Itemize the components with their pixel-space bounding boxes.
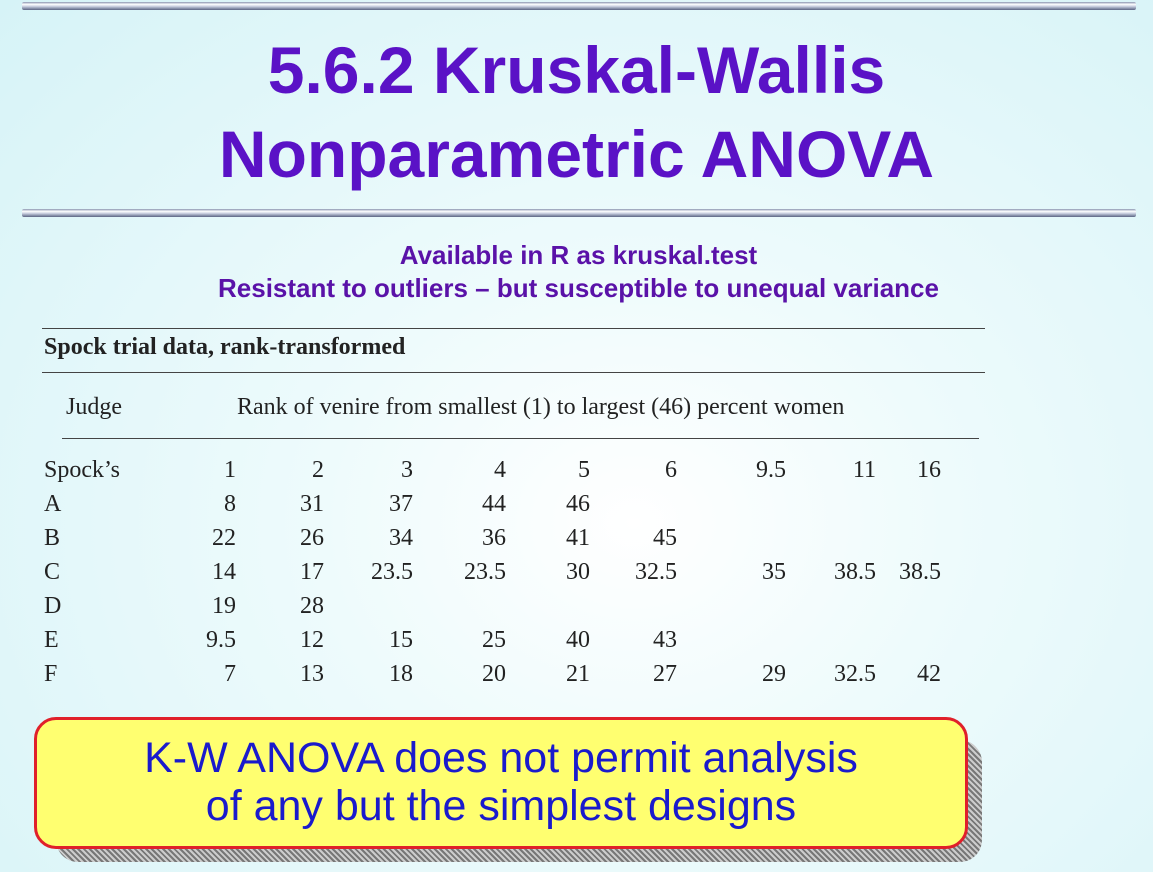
table-cell-rank: 13 — [300, 661, 324, 687]
table-cell-rank: 29 — [762, 661, 786, 687]
subtitle-line-2: Resistant to outliers – but susceptible to unequal variance — [218, 273, 939, 303]
table-cell-rank: 4 — [494, 457, 506, 483]
table-cell-rank: 2 — [312, 457, 324, 483]
table-cell-rank: 22 — [212, 525, 236, 551]
table-title-rule — [42, 372, 985, 373]
callout-box — [34, 717, 968, 849]
table-cell-rank: 14 — [212, 559, 236, 585]
table-cell-rank: 19 — [212, 593, 236, 619]
table-header-rule — [62, 438, 979, 439]
table-cell-rank: 23.5 — [371, 559, 413, 585]
table-cell-rank: 6 — [665, 457, 677, 483]
table-cell-rank: 16 — [917, 457, 941, 483]
table-cell-rank: 25 — [482, 627, 506, 653]
table-cell-judge: C — [44, 559, 61, 585]
table-cell-rank: 9.5 — [206, 627, 236, 653]
table-title: Spock trial data, rank-transformed — [44, 334, 406, 360]
table-cell-judge: A — [44, 491, 62, 517]
table-cell-rank: 37 — [389, 491, 413, 517]
table-cell-rank: 11 — [852, 457, 876, 483]
table-cell-judge: Spock’s — [44, 457, 121, 483]
callout-line-2: of any but the simplest designs — [205, 782, 797, 830]
table-cell-rank: 32.5 — [834, 661, 876, 687]
table-cell-rank: 36 — [482, 525, 506, 551]
table-cell-rank: 38.5 — [899, 559, 941, 585]
table-cell-rank: 28 — [300, 593, 324, 619]
table-cell-rank: 9.5 — [756, 457, 786, 483]
table-cell-rank: 18 — [389, 661, 413, 687]
page-title-line-2: Nonparametric ANOVA — [218, 117, 935, 191]
title-underline-rule — [22, 209, 1136, 217]
callout-line-1: K-W ANOVA does not permit analysis — [144, 734, 858, 782]
table-cell-rank: 15 — [389, 627, 413, 653]
table-cell-judge: D — [44, 593, 62, 619]
table-cell-rank: 5 — [578, 457, 590, 483]
table-cell-rank: 23.5 — [464, 559, 506, 585]
table-cell-judge: F — [44, 661, 58, 687]
table-cell-rank: 20 — [482, 661, 506, 687]
table-cell-rank: 46 — [566, 491, 590, 517]
table-top-rule — [42, 328, 985, 329]
table-cell-rank: 26 — [300, 525, 324, 551]
table-cell-rank: 8 — [224, 491, 236, 517]
table-cell-rank: 31 — [300, 491, 324, 517]
table-cell-rank: 17 — [300, 559, 324, 585]
table-cell-rank: 21 — [566, 661, 590, 687]
table-cell-rank: 42 — [917, 661, 941, 687]
table-cell-rank: 27 — [653, 661, 677, 687]
table-cell-rank: 38.5 — [834, 559, 876, 585]
table-cell-rank: 45 — [653, 525, 677, 551]
table-cell-rank: 12 — [300, 627, 324, 653]
table-cell-judge: B — [44, 525, 61, 551]
column-header-judge: Judge — [66, 394, 122, 420]
table-cell-rank: 40 — [566, 627, 590, 653]
table-cell-rank: 43 — [653, 627, 677, 653]
page-title-line-1: 5.6.2 Kruskal-Wallis — [267, 33, 886, 107]
top-rule — [22, 2, 1136, 10]
table-cell-rank: 32.5 — [635, 559, 677, 585]
table-cell-rank: 34 — [389, 525, 413, 551]
table-cell-rank: 7 — [224, 661, 236, 687]
table-cell-rank: 35 — [762, 559, 786, 585]
table-cell-rank: 30 — [566, 559, 590, 585]
table-cell-rank: 3 — [401, 457, 413, 483]
table-cell-rank: 44 — [482, 491, 506, 517]
column-header-rank: Rank of venire from smallest (1) to largest (46) percent women — [237, 394, 845, 420]
callout-text — [37, 720, 965, 830]
subtitle-line-1: Available in R as kruskal.test — [399, 240, 758, 270]
table-cell-rank: 41 — [566, 525, 590, 551]
table-cell-judge: E — [44, 627, 59, 653]
table-cell-rank: 1 — [224, 457, 236, 483]
